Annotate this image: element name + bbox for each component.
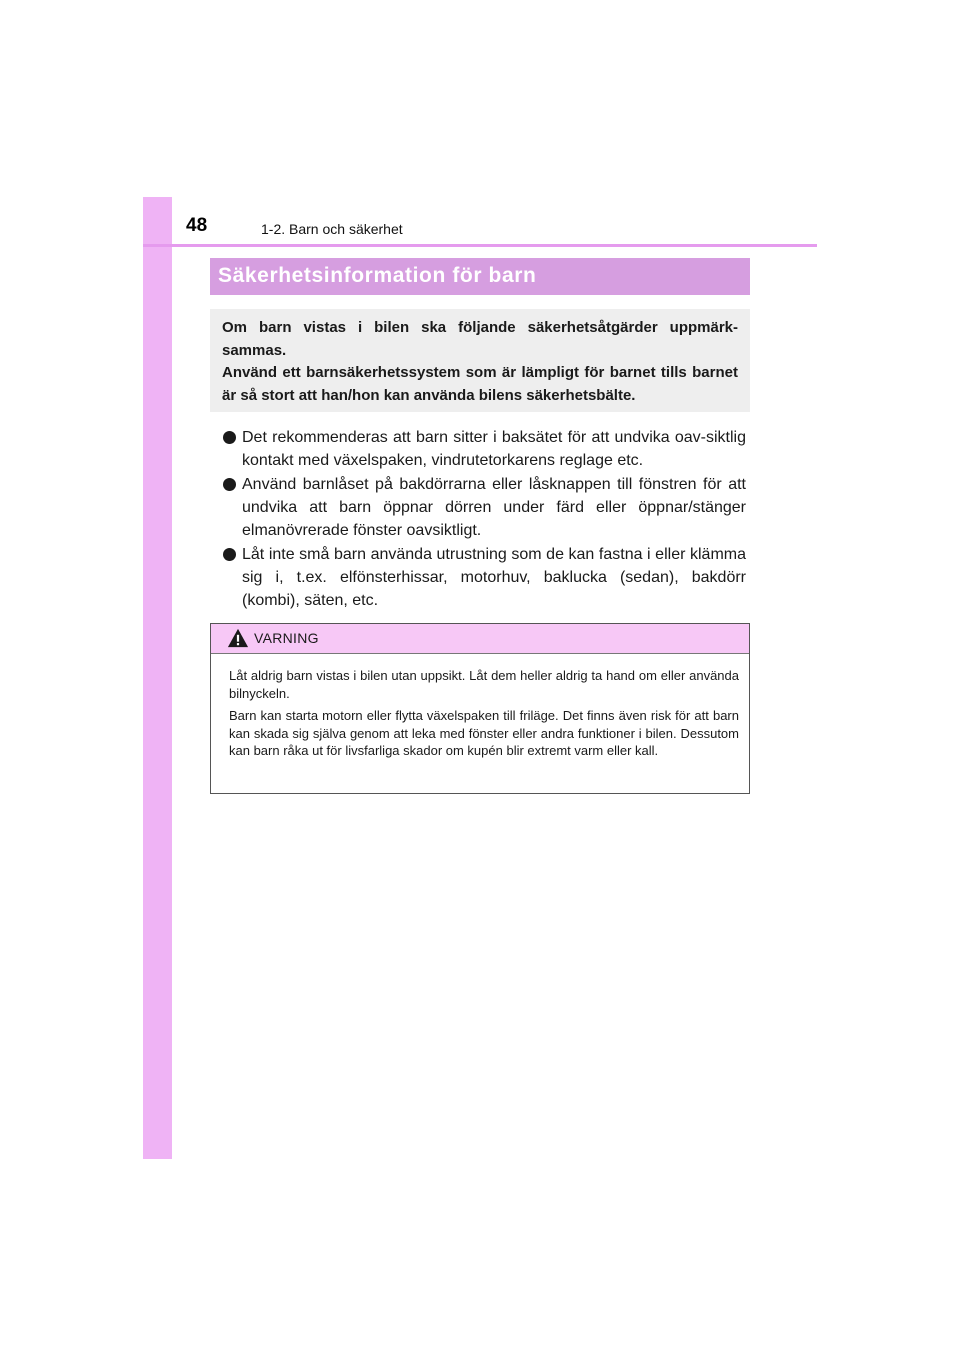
list-item-text: Det rekommenderas att barn sitter i baksätet för att undvika oav-siktlig kontakt med växelspaken, vindrutetorkarens reglage etc. [242, 429, 746, 469]
intro-paragraph-2: Använd ett barnsäkerhetssystem som är lämpligt för barnet tills barnet är så stort att han/hon kan använda bilens säkerhetsbälte. [222, 364, 738, 404]
warning-title: VARNING [254, 630, 319, 646]
list-item [216, 473, 746, 542]
warning-paragraph-1: Låt aldrig barn vistas i bilen utan uppsikt. Låt dem heller aldrig ta hand om eller använda bilnyckeln. [229, 668, 739, 701]
bullet-dot-icon [223, 431, 236, 444]
header-rule [143, 244, 817, 247]
page-number: 48 [186, 215, 208, 236]
list-item-text: Använd barnlåset på bakdörrarna eller låsknappen till fönstren för att undvika att barn öppnar dörren under färd eller öppnar/stänger elmanövrerade fönster oavsiktligt. [242, 476, 746, 539]
warning-box [210, 623, 750, 794]
warning-body [211, 654, 749, 760]
bullet-list [216, 426, 746, 613]
side-tab-strip [143, 197, 172, 1159]
warning-header [211, 624, 749, 654]
list-item [216, 543, 746, 612]
bullet-dot-icon [223, 478, 236, 491]
list-item-text: Låt inte små barn använda utrustning som de kan fastna i eller klämma sig i, t.ex. elfönsterhissar, motorhuv, baklucka (sedan), bakdörr (kombi), säten, etc. [242, 546, 746, 609]
bullet-dot-icon [223, 548, 236, 561]
page-title: Säkerhetsinformation för barn [218, 264, 537, 287]
section-title-bar [210, 258, 750, 295]
intro-box [210, 309, 750, 412]
warning-triangle-icon [227, 627, 249, 649]
warning-paragraph-2: Barn kan starta motorn eller flytta växelspaken till friläge. Det finns även risk för att barn kan skada sig själva genom att leka med fönster eller andra funktioner i bilen. Dessutom kan barn råka ut för livsfarliga skador om kupén blir extremt varm eller kall. [229, 708, 739, 758]
list-item [216, 426, 746, 472]
section-label: 1-2. Barn och säkerhet [261, 221, 403, 237]
intro-paragraph-1: Om barn vistas i bilen ska följande säkerhetsåtgärder uppmärk-sammas. [222, 319, 738, 359]
